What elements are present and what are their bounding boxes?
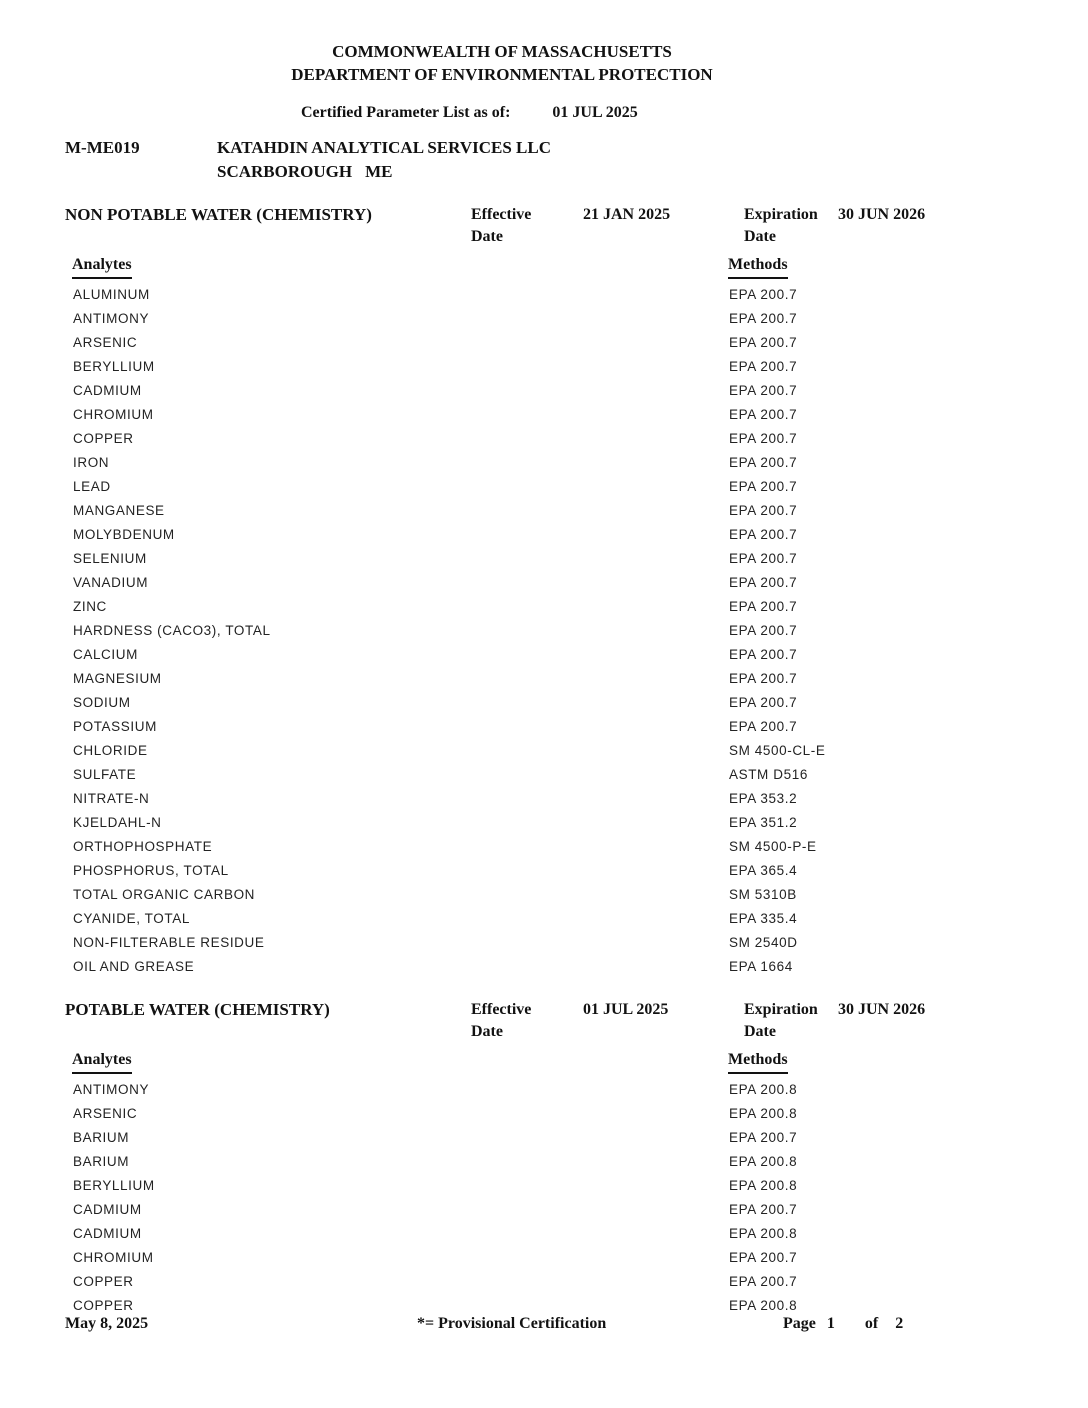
table-row bbox=[0, 787, 1088, 811]
method-name: EPA 351.2 bbox=[729, 815, 798, 830]
analyte-name: BERYLLIUM bbox=[73, 359, 155, 374]
method-name: EPA 200.8 bbox=[729, 1082, 798, 1097]
method-name: SM 4500-P-E bbox=[729, 839, 817, 854]
analyte-name: KJELDAHL-N bbox=[73, 815, 162, 830]
analyte-name: MOLYBDENUM bbox=[73, 527, 175, 542]
analyte-name: NITRATE-N bbox=[73, 791, 150, 806]
method-name: EPA 200.7 bbox=[729, 359, 798, 374]
method-name: EPA 200.7 bbox=[729, 1250, 798, 1265]
lab-name: KATAHDIN ANALYTICAL SERVICES LLC bbox=[217, 138, 551, 157]
method-name: EPA 200.7 bbox=[729, 695, 798, 710]
analyte-name: ARSENIC bbox=[73, 1106, 138, 1121]
section-header bbox=[0, 999, 1088, 1047]
analyte-name: COPPER bbox=[73, 1298, 134, 1313]
analyte-rows bbox=[0, 1078, 1088, 1318]
parameter-section bbox=[0, 999, 1088, 1318]
table-row bbox=[0, 355, 1088, 379]
analyte-name: CALCIUM bbox=[73, 647, 138, 662]
method-name: EPA 200.7 bbox=[729, 575, 798, 590]
method-name: EPA 200.7 bbox=[729, 527, 798, 542]
method-name: EPA 200.7 bbox=[729, 1130, 798, 1145]
analyte-name: CADMIUM bbox=[73, 1202, 142, 1217]
certified-list-line bbox=[0, 102, 1088, 124]
table-row bbox=[0, 619, 1088, 643]
effective-date-value: 21 JAN 2025 bbox=[583, 206, 671, 223]
document-title-line1: COMMONWEALTH OF MASSACHUSETTS bbox=[332, 42, 672, 61]
analyte-name: IRON bbox=[73, 455, 110, 470]
expiration-date-label: Expiration Date bbox=[744, 1001, 818, 1040]
page-indicator bbox=[783, 1312, 903, 1336]
method-name: EPA 365.4 bbox=[729, 863, 798, 878]
table-row bbox=[0, 811, 1088, 835]
method-name: EPA 200.8 bbox=[729, 1154, 798, 1169]
method-name: EPA 200.7 bbox=[729, 719, 798, 734]
method-name: EPA 200.8 bbox=[729, 1298, 798, 1313]
table-row bbox=[0, 763, 1088, 787]
method-name: EPA 1664 bbox=[729, 959, 793, 974]
analyte-name: POTASSIUM bbox=[73, 719, 157, 734]
method-name: EPA 200.7 bbox=[729, 431, 798, 446]
methods-column-header: Methods bbox=[728, 254, 788, 279]
page-total: 2 bbox=[895, 1315, 904, 1332]
method-name: EPA 200.7 bbox=[729, 407, 798, 422]
method-name: EPA 200.7 bbox=[729, 599, 798, 614]
table-row bbox=[0, 931, 1088, 955]
analyte-name: PHOSPHORUS, TOTAL bbox=[73, 863, 229, 878]
table-row bbox=[0, 691, 1088, 715]
analyte-name: TOTAL ORGANIC CARBON bbox=[73, 887, 256, 902]
table-row bbox=[0, 907, 1088, 931]
table-row bbox=[0, 403, 1088, 427]
table-row bbox=[0, 571, 1088, 595]
certified-list-date: 01 JUL 2025 bbox=[552, 104, 638, 121]
certified-list-label: Certified Parameter List as of: bbox=[301, 104, 511, 121]
analyte-name: ANTIMONY bbox=[73, 311, 150, 326]
page-footer bbox=[0, 1312, 1088, 1336]
table-row bbox=[0, 835, 1088, 859]
analyte-name: ZINC bbox=[73, 599, 107, 614]
analyte-name: VANADIUM bbox=[73, 575, 149, 590]
method-name: EPA 335.4 bbox=[729, 911, 798, 926]
laboratory-identity bbox=[0, 136, 1088, 184]
document-title-line2: DEPARTMENT OF ENVIRONMENTAL PROTECTION bbox=[291, 65, 713, 84]
analyte-name: LEAD bbox=[73, 479, 111, 494]
table-row bbox=[0, 595, 1088, 619]
page-number: 1 bbox=[826, 1315, 835, 1332]
table-row bbox=[0, 1102, 1088, 1126]
method-name: EPA 200.7 bbox=[729, 383, 798, 398]
method-name: EPA 200.7 bbox=[729, 311, 798, 326]
method-name: EPA 200.7 bbox=[729, 1202, 798, 1217]
method-name: EPA 200.8 bbox=[729, 1106, 798, 1121]
effective-date-label: Effective Date bbox=[471, 1001, 532, 1040]
section-title: NON POTABLE WATER (CHEMISTRY) bbox=[65, 205, 372, 224]
lab-city: SCARBOROUGH bbox=[217, 162, 353, 181]
provisional-certification-note: *= Provisional Certification bbox=[417, 1315, 607, 1332]
method-name: EPA 200.7 bbox=[729, 503, 798, 518]
table-row bbox=[0, 547, 1088, 571]
method-name: ASTM D516 bbox=[729, 767, 808, 782]
method-name: EPA 200.7 bbox=[729, 479, 798, 494]
method-name: EPA 200.7 bbox=[729, 287, 798, 302]
table-row bbox=[0, 667, 1088, 691]
analyte-name: SELENIUM bbox=[73, 551, 147, 566]
table-row bbox=[0, 1246, 1088, 1270]
table-row bbox=[0, 715, 1088, 739]
lab-id: M-ME019 bbox=[65, 138, 140, 157]
analyte-name: NON-FILTERABLE RESIDUE bbox=[73, 935, 265, 950]
table-row bbox=[0, 859, 1088, 883]
analyte-name: OIL AND GREASE bbox=[73, 959, 195, 974]
method-name: EPA 200.7 bbox=[729, 335, 798, 350]
table-row bbox=[0, 1174, 1088, 1198]
method-name: EPA 200.7 bbox=[729, 455, 798, 470]
analyte-name: ORTHOPHOSPHATE bbox=[73, 839, 213, 854]
table-row bbox=[0, 523, 1088, 547]
table-row bbox=[0, 451, 1088, 475]
table-row bbox=[0, 499, 1088, 523]
parameter-section bbox=[0, 204, 1088, 979]
analytes-column-header: Analytes bbox=[72, 254, 132, 279]
effective-date-label: Effective Date bbox=[471, 206, 532, 245]
analytes-column-header: Analytes bbox=[72, 1049, 132, 1074]
method-name: SM 4500-CL-E bbox=[729, 743, 826, 758]
method-name: SM 2540D bbox=[729, 935, 798, 950]
expiration-date-value: 30 JUN 2026 bbox=[838, 206, 926, 223]
analyte-name: ARSENIC bbox=[73, 335, 138, 350]
analyte-name: COPPER bbox=[73, 1274, 134, 1289]
table-row bbox=[0, 955, 1088, 979]
analyte-name: SODIUM bbox=[73, 695, 131, 710]
table-row bbox=[0, 739, 1088, 763]
table-row bbox=[0, 883, 1088, 907]
method-name: EPA 200.7 bbox=[729, 623, 798, 638]
analyte-name: CADMIUM bbox=[73, 1226, 142, 1241]
analyte-name: HARDNESS (CACO3), TOTAL bbox=[73, 623, 271, 638]
method-name: EPA 200.7 bbox=[729, 647, 798, 662]
expiration-date-value: 30 JUN 2026 bbox=[838, 1001, 926, 1018]
effective-date-value: 01 JUL 2025 bbox=[583, 1001, 669, 1018]
method-name: EPA 200.7 bbox=[729, 671, 798, 686]
analyte-name: BERYLLIUM bbox=[73, 1178, 155, 1193]
analyte-name: CHROMIUM bbox=[73, 407, 154, 422]
table-row bbox=[0, 1150, 1088, 1174]
column-headers bbox=[0, 252, 1088, 278]
table-row bbox=[0, 307, 1088, 331]
analyte-name: CHROMIUM bbox=[73, 1250, 154, 1265]
section-header bbox=[0, 204, 1088, 252]
page-label: Page bbox=[783, 1315, 816, 1332]
analyte-name: BARIUM bbox=[73, 1154, 130, 1169]
table-row bbox=[0, 643, 1088, 667]
expiration-date-label: Expiration Date bbox=[744, 206, 818, 245]
analyte-name: MAGNESIUM bbox=[73, 671, 162, 686]
table-row bbox=[0, 1198, 1088, 1222]
analyte-name: SULFATE bbox=[73, 767, 137, 782]
analyte-name: COPPER bbox=[73, 431, 134, 446]
analyte-rows bbox=[0, 283, 1088, 979]
methods-column-header: Methods bbox=[728, 1049, 788, 1074]
method-name: EPA 200.8 bbox=[729, 1226, 798, 1241]
section-title: POTABLE WATER (CHEMISTRY) bbox=[65, 1000, 330, 1019]
method-name: EPA 200.7 bbox=[729, 1274, 798, 1289]
method-name: EPA 200.7 bbox=[729, 551, 798, 566]
method-name: EPA 353.2 bbox=[729, 791, 798, 806]
lab-state: ME bbox=[365, 162, 393, 181]
footer-date: May 8, 2025 bbox=[65, 1315, 149, 1332]
method-name: SM 5310B bbox=[729, 887, 797, 902]
table-row bbox=[0, 1222, 1088, 1246]
analyte-name: CYANIDE, TOTAL bbox=[73, 911, 190, 926]
method-name: EPA 200.8 bbox=[729, 1178, 798, 1193]
analyte-name: ANTIMONY bbox=[73, 1082, 150, 1097]
table-row bbox=[0, 427, 1088, 451]
table-row bbox=[0, 1078, 1088, 1102]
table-row bbox=[0, 283, 1088, 307]
analyte-name: BARIUM bbox=[73, 1130, 130, 1145]
analyte-name: CADMIUM bbox=[73, 383, 142, 398]
lab-location bbox=[217, 160, 392, 184]
analyte-name: ALUMINUM bbox=[73, 287, 150, 302]
table-row bbox=[0, 331, 1088, 355]
table-row bbox=[0, 1270, 1088, 1294]
sections-container bbox=[0, 204, 1088, 1318]
analyte-name: MANGANESE bbox=[73, 503, 165, 518]
page-of-label: of bbox=[864, 1315, 879, 1332]
table-row bbox=[0, 1126, 1088, 1150]
analyte-name: CHLORIDE bbox=[73, 743, 148, 758]
table-row bbox=[0, 379, 1088, 403]
column-headers bbox=[0, 1047, 1088, 1073]
table-row bbox=[0, 475, 1088, 499]
